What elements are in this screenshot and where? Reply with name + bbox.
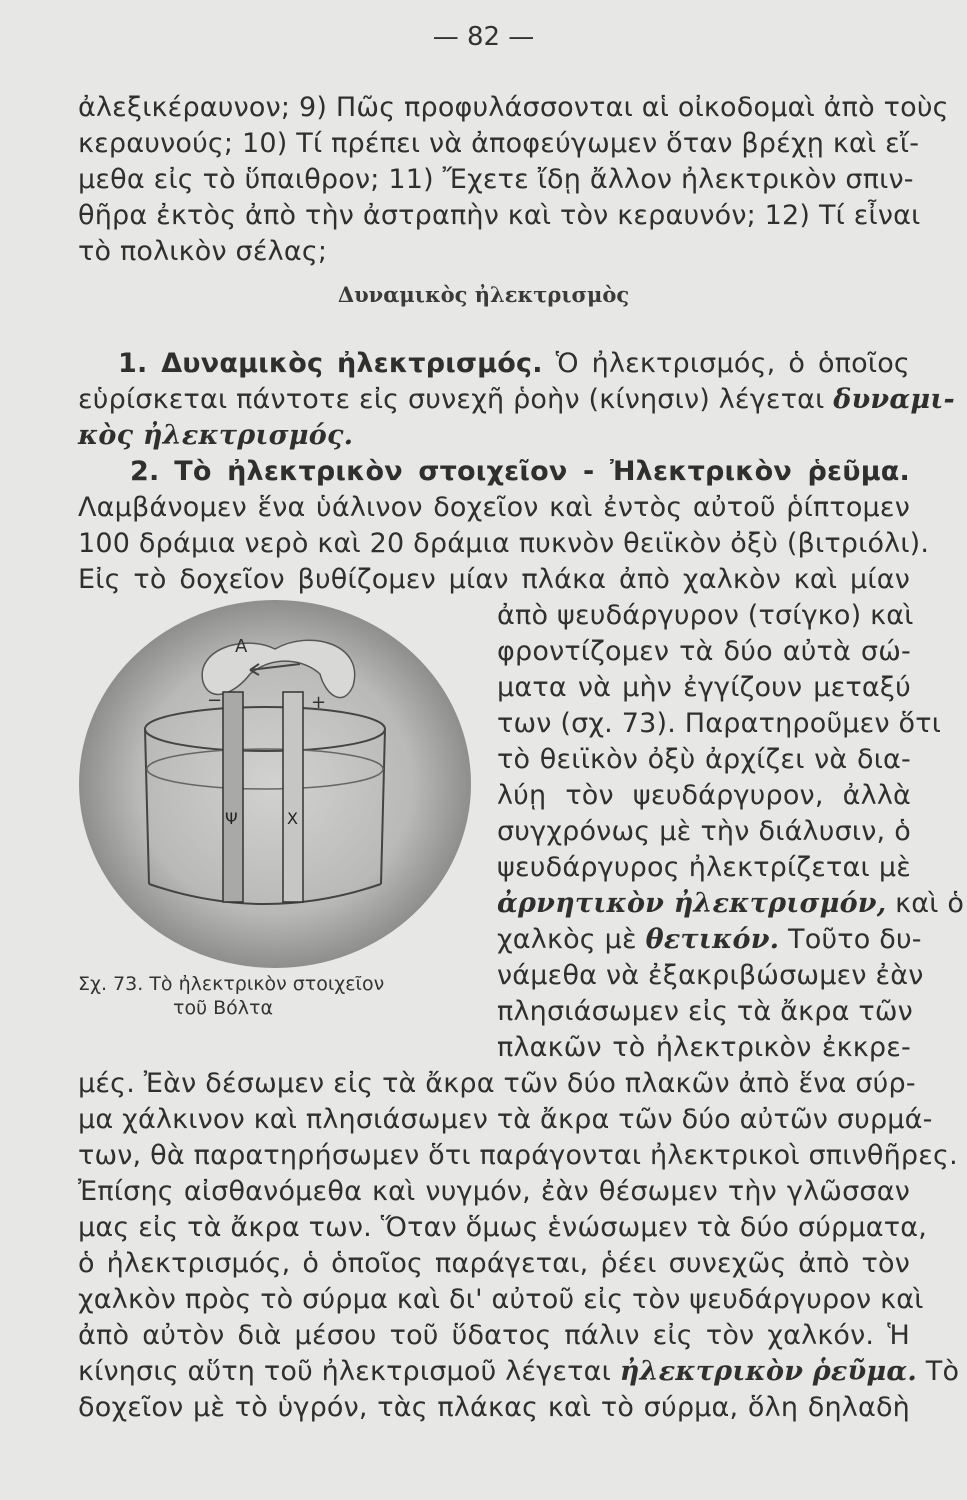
column-line: συγχρόνως μὲ τὴν διάλυσιν, ὁ <box>497 816 911 847</box>
text-span: καὶ ὁ <box>895 888 965 919</box>
column-line: ψευδάργυρος ἠλεκτρίζεται μὲ <box>497 852 911 883</box>
label-copper: Χ <box>287 809 298 828</box>
text-line: ἀλεξικέραυνον; 9) Πῶς προφυλάσσονται αἱ οἰκοδομαὶ ἀπὸ τοὺς <box>78 92 949 123</box>
label-a: Α <box>235 636 248 657</box>
column-line: ματα νὰ μὴν ἐγγίζουν μεταξύ <box>497 672 911 703</box>
text-line: ἀπὸ αὐτὸν διὰ μέσου τοῦ ὕδατος πάλιν εἰς τὸν χαλκόν. Ἡ <box>78 1320 910 1351</box>
column-line: τὸ θειϊκὸν ὀξὺ ἀρχίζει νὰ δια- <box>497 744 911 775</box>
text-span: χαλκὸς μὲ <box>497 924 637 955</box>
text-span: Τοῦτο δυ- <box>788 924 922 955</box>
column-line: λύῃ τὸν ψευδάργυρον, ἀλλὰ <box>497 780 911 811</box>
term-dynamic: δυναμι- <box>833 384 955 415</box>
column-line: φροντίζομεν τὰ δύο αὐτὰ σώ- <box>497 636 911 667</box>
text-line: των, θὰ παρατηρήσωμεν ὅτι παράγονται ἠλεκτρικοὶ σπινθῆρες. <box>78 1140 958 1171</box>
paragraph-1-title: 1. Δυναμικὸς ἠλεκτρισμός. <box>118 348 543 379</box>
text-span: Ὁ ἠλεκτρισμός, ὁ ὁποῖος <box>555 348 910 379</box>
text-span: Τὸ <box>925 1356 960 1387</box>
label-minus: − <box>207 690 223 711</box>
paragraph-2-title: Τὸ ἠλεκτρικὸν στοιχεῖον - Ἠλεκτρικὸν ῥεῦμα. <box>174 456 910 487</box>
column-line: νάμεθα νὰ ἐξακριβώσωμεν ἐὰν <box>497 960 924 991</box>
text-line <box>78 418 910 454</box>
column-line: πλησιάσωμεν εἰς τὰ ἄκρα τῶν <box>497 996 913 1027</box>
text-line: 100 δράμια νερὸ καὶ 20 δράμια πυκνὸν θειϊκὸν ὀξὺ (βιτριόλι). <box>78 528 930 559</box>
column-line: πλακῶν τὸ ἠλεκτρικὸν ἐκκρε- <box>497 1032 911 1063</box>
term-negative: ἀρνητικὸν ἠλεκτρισμόν, <box>497 888 887 919</box>
text-line: τὸ πολικὸν σέλας; <box>78 236 328 267</box>
volta-cell-illustration <box>75 594 475 972</box>
term-dynamic-end: κὸς ἠλεκτρισμός. <box>78 420 354 451</box>
text-line <box>78 382 955 418</box>
term-electric-current: ἠλεκτρικὸν ῥεῦμα. <box>619 1356 917 1387</box>
page-number: — 82 — <box>432 22 535 52</box>
volta-cell-figure <box>75 594 475 972</box>
text-line: ὁ ἠλεκτρισμός, ὁ ὁποῖος παράγεται, ῥέει συνεχῶς ἀπὸ τὸν <box>78 1248 910 1279</box>
text-line: μές. Ἐὰν δέσωμεν εἰς τὰ ἄκρα τῶν δύο πλακῶν ἀπὸ ἕνα σύρ- <box>78 1068 916 1099</box>
paragraph-2-line <box>130 454 910 490</box>
column-line: ἀπὸ ψευδάργυρον (τσίγκο) καὶ <box>497 600 914 631</box>
text-line: κεραυνούς; 10) Τί πρέπει νὰ ἀποφεύγωμεν ὅταν βρέχῃ καὶ εἴ- <box>78 128 920 159</box>
text-line: μας εἰς τὰ ἄκρα των. Ὅταν ὅμως ἑνώσωμεν τὰ δύο σύρματα, <box>78 1212 928 1243</box>
text-line: Εἰς τὸ δοχεῖον βυθίζομεν μίαν πλάκα ἀπὸ χαλκὸν καὶ μίαν <box>78 564 910 595</box>
text-span: εὑρίσκεται πάντοτε εἰς συνεχῆ ῥοὴν (κίνησιν) λέγεται <box>78 384 825 415</box>
text-span: κίνησις αὕτη τοῦ ἠλεκτρισμοῦ λέγεται <box>78 1356 611 1387</box>
paragraph-1-line <box>118 346 910 382</box>
column-line <box>497 886 965 922</box>
text-line: μεθα εἰς τὸ ὕπαιθρον; 11) Ἔχετε ἴδῃ ἄλλον ἠλεκτρικὸν σπιν- <box>78 164 914 195</box>
paragraph-2-number: 2. <box>130 456 160 487</box>
label-plus: + <box>311 692 327 713</box>
text-line: Λαμβάνομεν ἕνα ὑάλινον δοχεῖον καὶ ἐντὸς αὐτοῦ ῥίπτομεν <box>78 492 910 523</box>
caption-line-2: τοῦ Βόλτα <box>173 997 273 1019</box>
text-line: χαλκὸν πρὸς τὸ σύρμα καὶ δι' αὐτοῦ εἰς τὸν ψευδάργυρον καὶ <box>78 1284 924 1315</box>
label-zinc: Ψ <box>225 809 238 828</box>
text-line: Ἐπίσης αἰσθανόμεθα καὶ νυγμόν, ἐὰν θέσωμεν τὴν γλῶσσαν <box>78 1176 910 1207</box>
text-line <box>78 1354 960 1390</box>
zinc-plate <box>223 692 243 902</box>
figure-caption <box>78 972 478 1020</box>
text-line: δοχεῖον μὲ τὸ ὑγρόν, τὰς πλάκας καὶ τὸ σύρμα, ὅλη δηλαδὴ <box>78 1392 910 1423</box>
copper-plate <box>283 692 303 902</box>
column-line <box>497 922 922 958</box>
caption-line-1: Σχ. 73. Τὸ ἠλεκτρικὸν στοιχεῖον <box>78 973 385 995</box>
term-positive: θετικόν. <box>645 924 780 955</box>
text-line: μα χάλκινον καὶ πλησιάσωμεν τὰ ἄκρα τῶν δύο αὐτῶν συρμά- <box>78 1104 933 1135</box>
column-line: των (σχ. 73). Παρατηροῦμεν ὅτι <box>497 708 942 739</box>
section-heading: Δυναμικὸς ἠλεκτρισμὸς <box>337 282 630 307</box>
text-line: θῆρα ἐκτὸς ἀπὸ τὴν ἀστραπὴν καὶ τὸν κεραυνόν; 12) Τί εἶναι <box>78 200 921 231</box>
